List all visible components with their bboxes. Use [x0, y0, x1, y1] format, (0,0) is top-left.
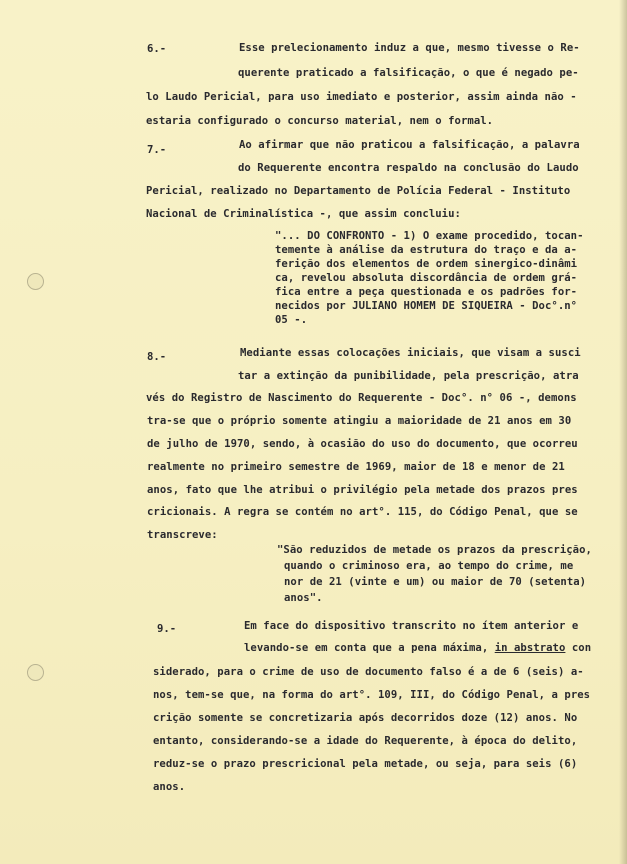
- section-6-line-2: querente praticado a falsificação, o que é negado pe-: [238, 67, 579, 79]
- section-7-quote-line-3: ferição dos elementos de ordem sinergico-dinâmi: [275, 258, 578, 270]
- section-7-quote-line-7: 05 -.: [275, 314, 308, 326]
- section-8-quote-line-1: "São reduzidos de metade os prazos da prescrição,: [277, 544, 592, 556]
- section-6-line-3: lo Laudo Pericial, para uso imediato e posterior, assim ainda não -: [146, 91, 577, 103]
- section-9-line-6: entanto, considerando-se a idade do Requerente, à época do delito,: [153, 735, 578, 747]
- section-7-quote-line-6: necidos por JULIANO HOMEM DE SIQUEIRA - Doc°.n°: [275, 300, 578, 312]
- section-9-line-2: [244, 642, 591, 654]
- punch-hole-top: [27, 273, 44, 290]
- section-7-quote-line-2: temente à análise da estrutura do traço e da a-: [275, 244, 578, 256]
- section-6-line-4: estaria configurado o concurso material, nem o formal.: [146, 115, 494, 127]
- section-8-line-5: de julho de 1970, sendo, à ocasião do uso do documento, que ocorreu: [147, 438, 578, 450]
- section-7-line-3: Pericial, realizado no Departamento de Polícia Federal - Instituto: [146, 185, 571, 197]
- section-9-line-3: siderado, para o crime de uso de documento falso é a de 6 (seis) a-: [153, 666, 584, 678]
- section-7-quote-line-1: "... DO CONFRONTO - 1) O exame procedido, tocan-: [275, 230, 584, 242]
- section-7-line-4: Nacional de Criminalística -, que assim concluiu:: [146, 208, 461, 220]
- section-9-number: 9.-: [157, 623, 177, 635]
- section-7-quote-line-5: fica entre a peça questionada e os padrões for-: [275, 286, 578, 298]
- section-7-quote-line-4: ca, revelou absoluta discordância de ordem grá-: [275, 272, 578, 284]
- section-9-line-2-tail: con: [565, 642, 592, 654]
- in-abstrato-emphasis: in abstrato: [494, 642, 566, 654]
- section-8-line-6: realmente no primeiro semestre de 1969, maior de 18 e menor de 21: [147, 461, 565, 473]
- section-7-line-1: Ao afirmar que não praticou a falsificação, a palavra: [239, 139, 580, 151]
- section-8-line-2: tar a extinção da punibilidade, pela prescrição, atra: [238, 370, 579, 382]
- section-8-quote-line-3: nor de 21 (vinte e um) ou maior de 70 (setenta): [284, 576, 587, 588]
- section-9-line-2-text: levando-se em conta que a pena máxima,: [244, 642, 489, 654]
- section-7-line-2: do Requerente encontra respaldo na conclusão do Laudo: [238, 162, 579, 174]
- section-9-line-5: crição somente se concretizaria após decorridos doze (12) anos. No: [153, 712, 578, 724]
- section-8-quote-line-2: quando o criminoso era, ao tempo do crime, me: [284, 560, 574, 572]
- section-8-quote-line-4: anos".: [284, 592, 323, 604]
- section-9-line-4: nos, tem-se que, na forma do art°. 109, III, do Código Penal, a pres: [153, 689, 591, 701]
- section-8-number: 8.-: [147, 351, 167, 363]
- section-6-number: 6.-: [147, 43, 167, 55]
- section-6-line-1: Esse prelecionamento induz a que, mesmo tivesse o Re-: [239, 42, 580, 54]
- section-8-line-4: tra-se que o próprio somente atingiu a maioridade de 21 anos em 30: [147, 415, 572, 427]
- section-9-line-1: Em face do dispositivo transcrito no ítem anterior e: [244, 620, 579, 632]
- section-8-line-9: transcreve:: [147, 529, 218, 541]
- section-7-number: 7.-: [147, 144, 167, 156]
- section-8-line-7: anos, fato que lhe atribui o privilégio pela metade dos prazos pres: [147, 484, 578, 496]
- section-8-line-8: cricionais. A regra se contém no art°. 115, do Código Penal, que se: [147, 506, 578, 518]
- punch-hole-bottom: [27, 664, 44, 681]
- section-9-line-8: anos.: [153, 781, 186, 793]
- section-8-line-1: Mediante essas colocações iniciais, que visam a susci: [240, 347, 581, 359]
- section-8-line-3: vés do Registro de Nascimento do Requerente - Doc°. n° 06 -, demons: [146, 392, 577, 404]
- page-edge-shadow: [619, 0, 627, 864]
- section-9-line-7: reduz-se o prazo prescricional pela metade, ou seja, para seis (6): [153, 758, 578, 770]
